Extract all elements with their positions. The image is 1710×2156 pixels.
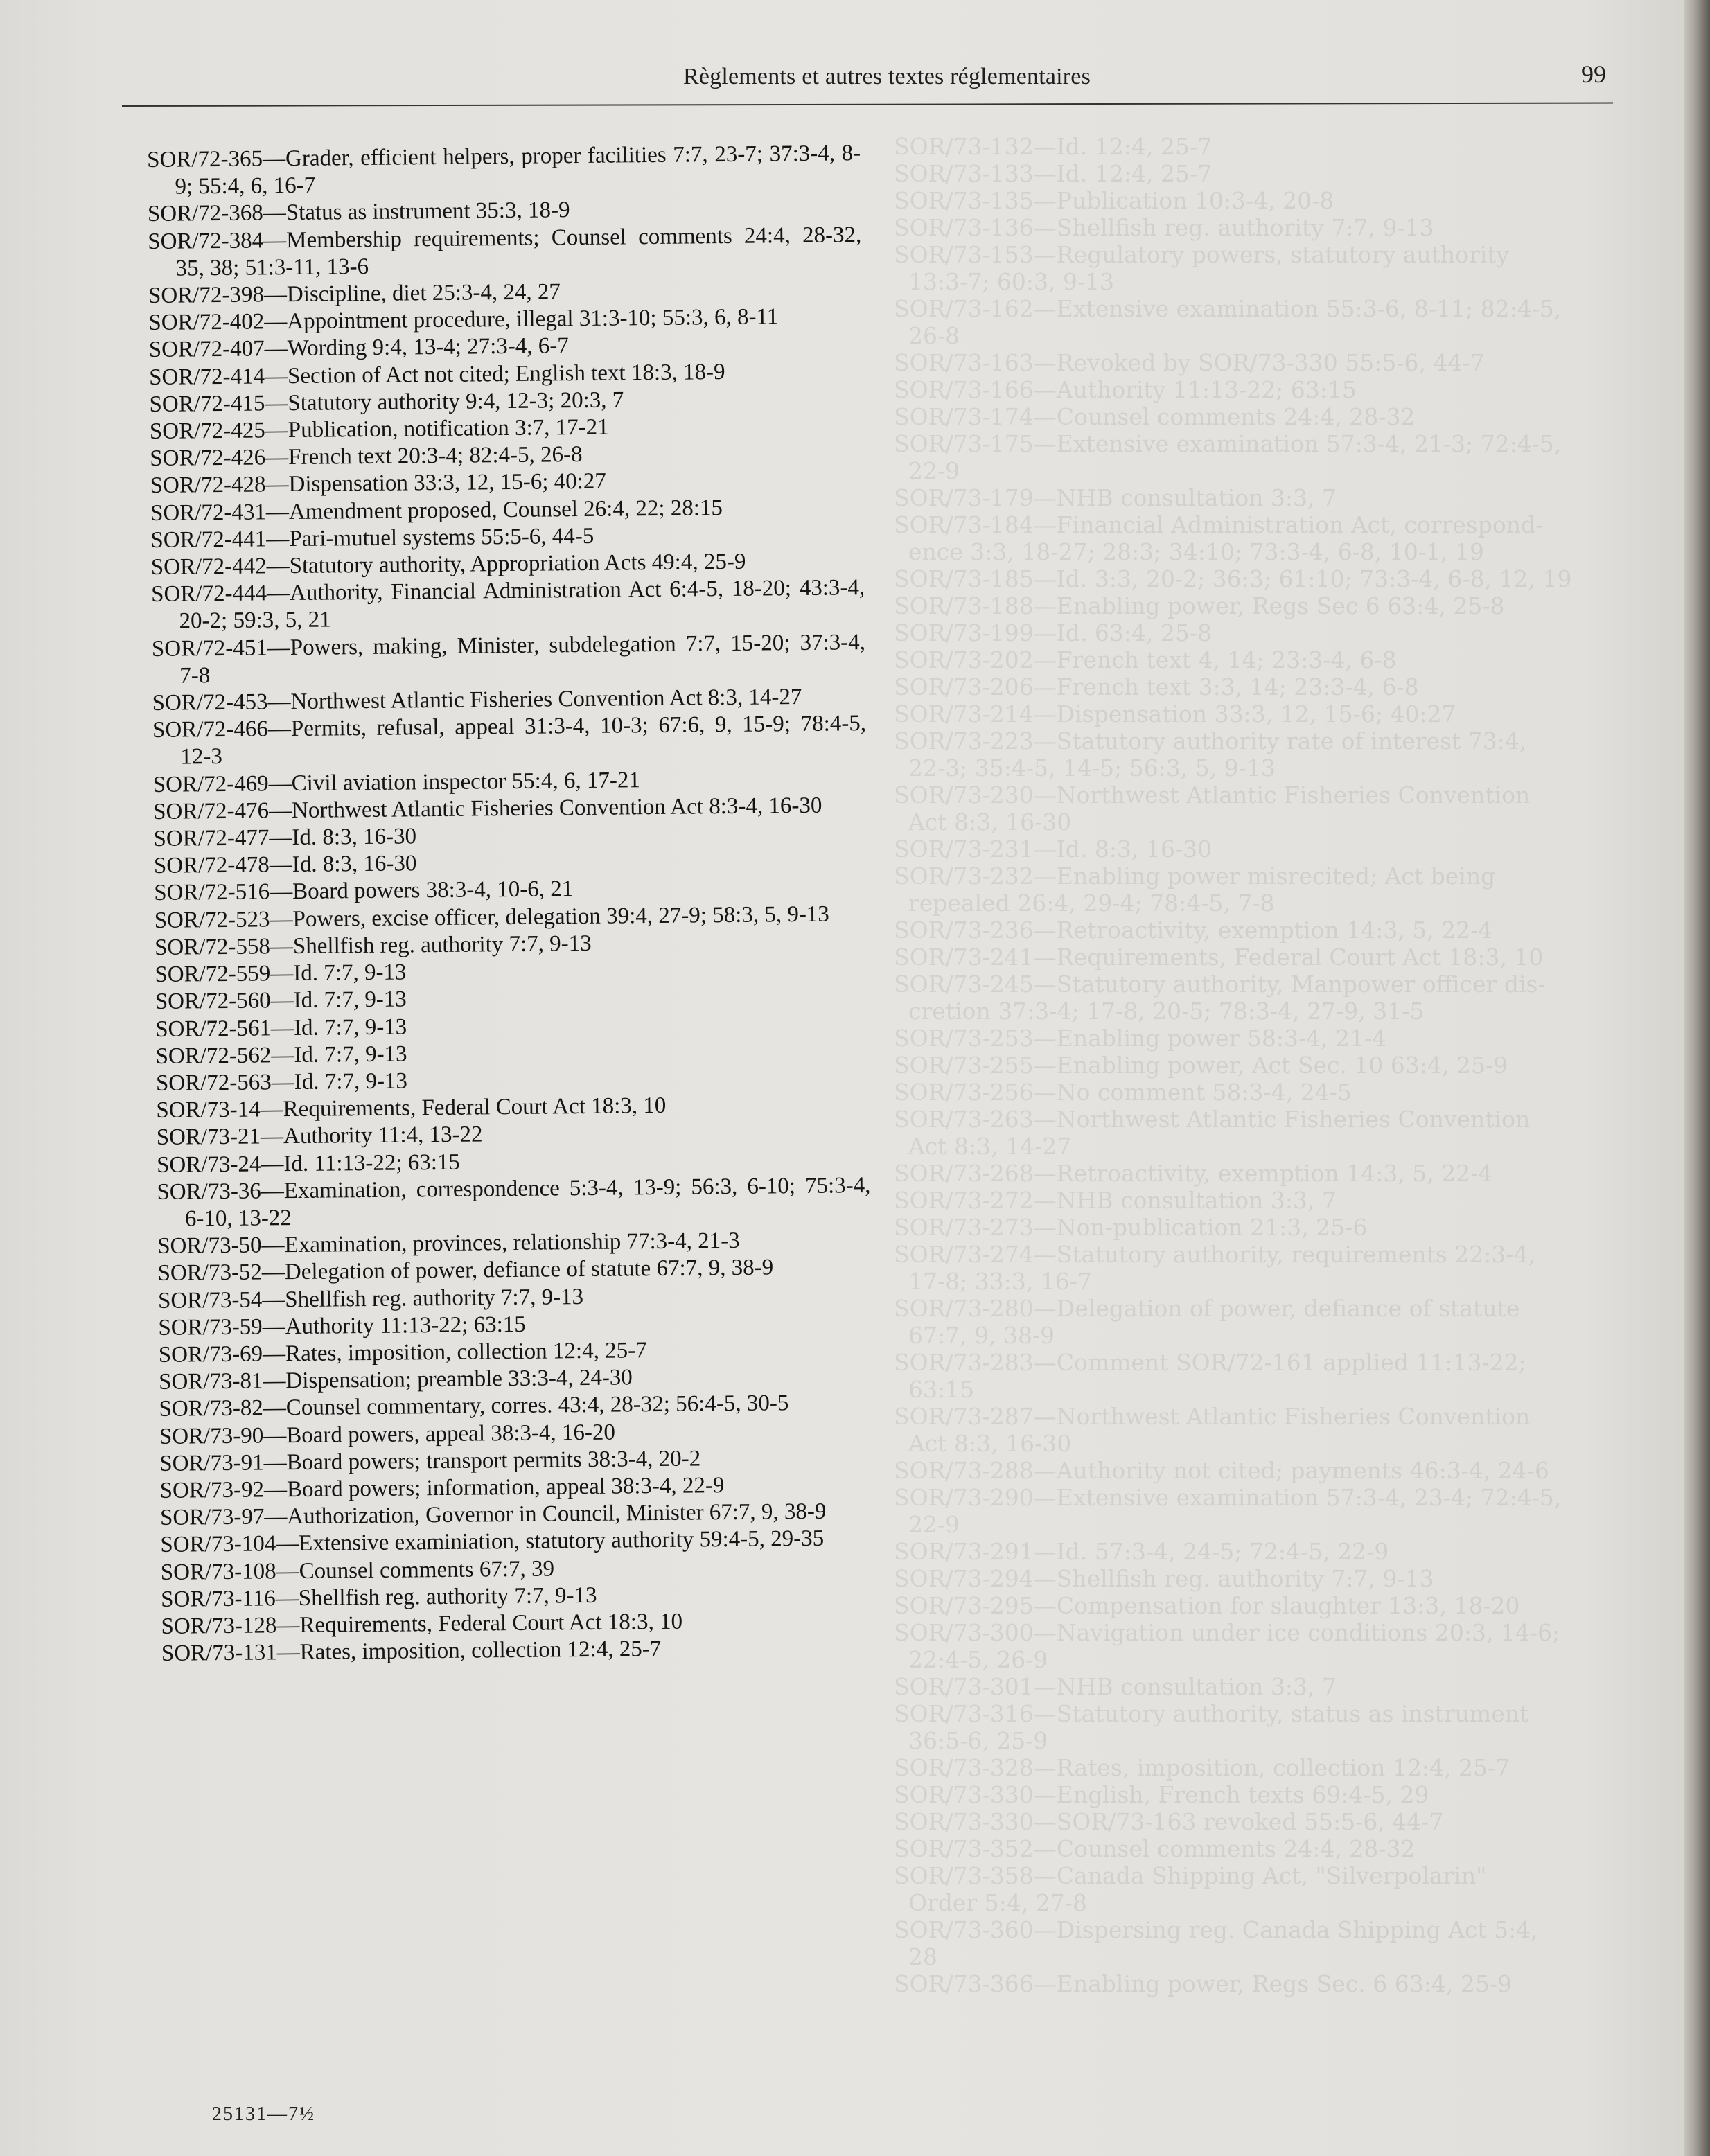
index-entry: SOR/72-477—Id. 8:3, 16-30	[153, 824, 417, 852]
index-entry: SOR/72-466—Permits, refusal, appeal 31:3-4, 10-3; 67:6, 9, 15-9; 78:4-5, 12-3	[152, 711, 867, 770]
index-entry: SOR/72-559—Id. 7:7, 9-13	[155, 960, 407, 988]
index-entry: SOR/72-444—Authority, Financial Administration Act 6:4-5, 18-20; 43:3-4, 20-2; 59:3, 5, 21	[151, 575, 865, 635]
index-entry: SOR/72-398—Discipline, diet 25:3-4, 24, 27	[148, 279, 561, 309]
page-edge	[1684, 0, 1710, 2156]
index-entry: SOR/73-128—Requirements, Federal Court Act 18:3, 10	[161, 1609, 683, 1639]
index-entry: SOR/72-561—Id. 7:7, 9-13	[155, 1014, 407, 1042]
index-entry: SOR/72-478—Id. 8:3, 16-30	[153, 851, 417, 879]
index-entry: SOR/73-116—Shellfish reg. authority 7:7, 9-13	[160, 1582, 597, 1612]
index-entry: SOR/73-69—Rates, imposition, collection 12:4, 25-7	[158, 1338, 647, 1368]
index-entry: SOR/72-476—Northwest Atlantic Fisheries Convention Act 8:3-4, 16-30	[153, 793, 822, 824]
index-entry: SOR/72-402—Appointment procedure, illegal 31:3-10; 55:3, 6, 8-11	[148, 304, 779, 336]
index-entry: SOR/73-50—Examination, provinces, relationship 77:3-4, 21-3	[157, 1228, 740, 1260]
index-entry: SOR/72-384—Membership requirements; Counsel comments 24:4, 28-32, 35, 38; 51:3-11, 13-6	[148, 222, 862, 281]
printer-code: 25131—7½	[212, 2103, 315, 2125]
show-through-text: SOR/73-132—Id. 12:4, 25-7 SOR/73-133—Id. 12:4, 25-7 SOR/73-135—Publication 10:3-4, 20-8 SOR/73-136—Shellfish reg. authority 7:7, 9-13 SOR/73-153—Regulatory powers, statutory authority 13:3-7; 60:3, 9-13 SOR/73-162—Extensive examination 55:3-6, 8-11; 82:4-5, 26-8 SOR/73-163—Revoked by SOR/73-330 55:5-6, 44-7 SOR/73-166—Authority 11:13-22; 63:15 SOR/73-174—Counsel comments 24:4, 28-32 SOR/73-175—Extensive examination 57:3-4, 21-3; 72:4-5, 22-9 SOR/73-179—NHB consultation 3:3, 7 SOR/73-184—Financial Administration Act, correspond- ence 3:3, 18-27; 28:3; 34:10; 73:3-4, 6-8, 10-1, 19 SOR/73-185—Id. 3:3, 20-2; 36:3; 61:10; 73:3-4, 6-8, 12, 19 SOR/73-188—Enabling power, Regs Sec 6 63:4, 25-8 SOR/73-199—Id. 63:4, 25-8 SOR/73-202—French text 4, 14; 23:3-4, 6-8 SOR/73-206—French text 3:3, 14; 23:3-4, 6-8 SOR/73-214—Dispensation 33:3, 12, 15-6; 40:27 SOR/73-223—Statutory authority rate of interest 73:4, 22-3; 35:4-5, 14-5; 56:3, 5, 9-13 SOR/73-230—Northwest Atlantic Fisheries Convention Act 8:3, 16-30 SOR/73-231—Id. 8:3, 16-30 SOR/73-232—Enabling power misrecited; Act being repealed 26:4, 29-4; 78:4-5, 7-8 SOR/73-236—Retroactivity, exemption 14:3, 5, 22-4 SOR/73-241—Requirements, Federal Court Act 18:3, 10 SOR/73-245—Statutory authority, Manpower officer dis- cretion 37:3-4; 17-8, 20-5; 78:3-4, 27-9, 31-5 SOR/73-253—Enabling power 58:3-4, 21-4 SOR/73-255—Enabling power, Act Sec. 10 63:4, 25-9 SOR/73-256—No comment 58:3-4, 24-5 SOR/73-263—Northwest Atlantic Fisheries Convention Act 8:3, 14-27 SOR/73-268—Retroactivity, exemption 14:3, 5, 22-4 SOR/73-272—NHB consultation 3:3, 7 SOR/73-273—Non-publication 21:3, 25-6 SOR/73-274—Statutory authority, requirements 22:3-4, 17-8; 33:3, 16-7 SOR/73-280—Delegation of power, defiance of statute 67:7, 9, 38-9 SOR/73-283—Comment SOR/72-161 applied 11:13-22; 63:15 SOR/73-287—Northwest Atlantic Fisheries Convention Act 8:3, 16-30 SOR/73-288—Authority not cited; payments 46:3-4, 24-6 SOR/73-290—Extensive examination 57:3-4, 23-4; 72:4-5, 22-9 SOR/73-291—Id. 57:3-4, 24-5; 72:4-5, 22-9 SOR/73-294—Shellfish reg. authority 7:7, 9-13 SOR/73-295—Compensation for slaughter 13:3, 18-20 SOR/73-300—Navigation under ice conditions 20:3, 14-6; 22:4-5, 26-9 SOR/73-301—NHB consultation 3:3, 7 SOR/73-316—Statutory authority, status as instrument 36:5-6, 25-9 SOR/73-328—Rates, imposition, collection 12:4, 25-7 SOR/73-330—English, French texts 69:4-5, 29 SOR/73-330—SOR/73-163 revoked 55:5-6, 44-7 SOR/73-352—Counsel comments 24:4, 28-32 SOR/73-358—Canada Shipping Act, "Silverpolarin" Order 5:4, 27-8 SOR/73-360—Dispersing reg. Canada Shipping Act 5:4, 28 SOR/73-366—Enabling power, Regs Sec. 6 63:4, 25-9	[894, 133, 1572, 1997]
index-entries-list	[147, 140, 875, 1668]
index-entry: SOR/72-516—Board powers 38:3-4, 10-6, 21	[154, 876, 574, 906]
index-entry: SOR/73-92—Board powers; information, appeal 38:3-4, 22-9	[159, 1473, 725, 1503]
index-entry: SOR/73-104—Extensive examiniation, statutory authority 59:4-5, 29-35	[160, 1526, 825, 1558]
index-entry: SOR/73-52—Delegation of power, defiance of statute 67:7, 9, 38-9	[157, 1255, 774, 1287]
index-entry: SOR/72-365—Grader, efficient helpers, proper facilities 7:7, 23-7; 37:3-4, 8-9; 55:4, 6, 16-7	[147, 141, 861, 200]
index-entry: SOR/73-36—Examination, correspondence 5:3-4, 13-9; 56:3, 6-10; 75:3-4, 6-10, 13-22	[157, 1172, 871, 1232]
running-header-title: Règlements et autres textes réglementaires	[682, 64, 1091, 89]
index-entry: SOR/72-415—Statutory authority 9:4, 12-3; 20:3, 7	[149, 387, 624, 417]
index-entry: SOR/72-558—Shellfish reg. authority 7:7, 9-13	[154, 930, 592, 960]
index-entry: SOR/72-368—Status as instrument 35:3, 18-9	[147, 197, 570, 227]
index-entry: SOR/73-91—Board powers; transport permits 38:3-4, 20-2	[159, 1446, 701, 1476]
index-entry: SOR/73-131—Rates, imposition, collection 12:4, 25-7	[161, 1636, 662, 1667]
index-entry: SOR/72-453—Northwest Atlantic Fisheries Convention Act 8:3, 14-27	[152, 684, 802, 716]
index-entry: SOR/73-24—Id. 11:13-22; 63:15	[156, 1149, 461, 1178]
page-number: 99	[1581, 60, 1606, 88]
index-entry: SOR/72-431—Amendment proposed, Counsel 26:4, 22; 28:15	[150, 495, 723, 526]
index-entry: SOR/73-14—Requirements, Federal Court Act 18:3, 10	[156, 1093, 667, 1124]
index-entry: SOR/72-523—Powers, excise officer, delegation 39:4, 27-9; 58:3, 5, 9-13	[154, 901, 830, 933]
index-entry: SOR/72-441—Pari-mutuel systems 55:5-6, 44-5	[150, 523, 594, 553]
index-entry: SOR/73-82—Counsel commentary, corres. 43:4, 28-32; 56:4-5, 30-5	[159, 1390, 789, 1422]
index-entry: SOR/72-425—Publication, notification 3:7, 17-21	[149, 414, 609, 445]
index-entry: SOR/73-59—Authority 11:13-22; 63:15	[158, 1311, 526, 1341]
index-entry: SOR/72-451—Powers, making, Minister, subdelegation 7:7, 15-20; 37:3-4, 7-8	[151, 629, 866, 689]
index-entry: SOR/73-21—Authority 11:4, 13-22	[156, 1122, 483, 1151]
index-entry: SOR/73-108—Counsel comments 67:7, 39	[160, 1556, 555, 1585]
index-entry: SOR/73-81—Dispensation; preamble 33:3-4, 24-30	[158, 1365, 633, 1395]
index-entry: SOR/72-469—Civil aviation inspector 55:4, 6, 17-21	[152, 767, 641, 797]
index-entry: SOR/72-426—French text 20:3-4; 82:4-5, 26-8	[150, 442, 583, 472]
index-entry: SOR/72-563—Id. 7:7, 9-13	[155, 1068, 408, 1096]
index-entry: SOR/72-414—Section of Act not cited; English text 18:3, 18-9	[149, 359, 725, 390]
index-entry: SOR/72-560—Id. 7:7, 9-13	[155, 987, 407, 1015]
index-entry: SOR/72-407—Wording 9:4, 13-4; 27:3-4, 6-7	[148, 333, 569, 363]
index-entry: SOR/73-97—Authorization, Governor in Council, Minister 67:7, 9, 38-9	[159, 1499, 827, 1531]
index-entry: SOR/73-90—Board powers, appeal 38:3-4, 16-20	[159, 1420, 616, 1449]
index-entry: SOR/72-428—Dispensation 33:3, 12, 15-6; 40:27	[150, 469, 607, 499]
index-entry: SOR/73-54—Shellfish reg. authority 7:7, 9-13	[157, 1284, 584, 1314]
header-rule	[122, 102, 1613, 107]
index-entry: SOR/72-562—Id. 7:7, 9-13	[155, 1041, 407, 1069]
index-entry: SOR/72-442—Statutory authority, Appropriation Acts 49:4, 25-9	[150, 549, 746, 581]
